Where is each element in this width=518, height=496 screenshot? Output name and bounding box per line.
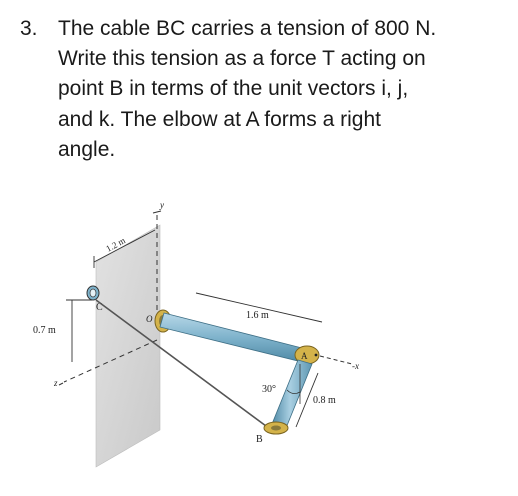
point-b-label: B — [256, 434, 263, 445]
statement-line: point B in terms of the unit vectors i, j, — [58, 77, 409, 101]
dim-0-7-label: 0.7 m — [33, 325, 56, 336]
endcap-b-center — [271, 426, 281, 431]
statement-line: angle. — [58, 137, 116, 161]
point-o-label: O — [146, 314, 153, 324]
dim-1-6-label: 1.6 m — [246, 310, 269, 321]
x-axis-label: -x — [352, 361, 359, 371]
x-axis-line — [320, 356, 352, 364]
dim-1-2-label: 1.2 m — [104, 235, 128, 254]
angle-label: 30° — [262, 384, 276, 395]
z-axis-tick — [59, 383, 63, 385]
point-c-label: C — [96, 302, 103, 313]
statement-line: Write this tension as a force T acting on — [58, 47, 426, 71]
eyebolt-c-ring — [90, 289, 96, 297]
statement-line: and k. The elbow at A forms a right — [58, 107, 381, 131]
y-axis-label: y — [160, 200, 164, 210]
z-axis-label: z — [54, 378, 58, 388]
wall — [96, 225, 160, 467]
dim-0-8-label: 0.8 m — [313, 395, 336, 406]
pipe-oa — [160, 313, 306, 362]
point-a-dot — [315, 354, 318, 357]
y-axis-tick — [153, 211, 161, 213]
problem-number: 3. — [20, 17, 38, 40]
statement-line: The cable BC carries a tension of 800 N. — [58, 17, 437, 40]
point-a-label: A — [301, 351, 308, 361]
pipe-ab — [272, 360, 312, 428]
